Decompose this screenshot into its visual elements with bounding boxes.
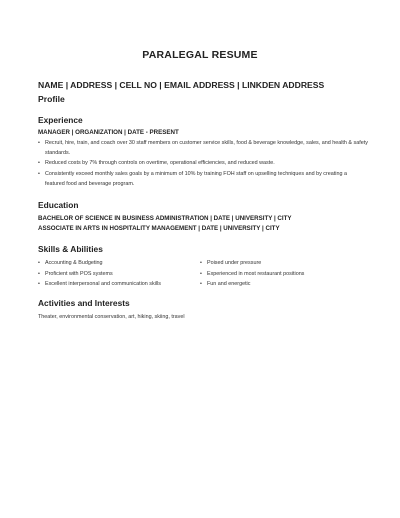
activities-text: Theater, environmental conservation, art, hiking, skiing, travel <box>38 314 185 320</box>
bullet-icon: • <box>200 260 202 266</box>
list-item: • Proficient with POS systems <box>38 269 161 280</box>
activities-heading: Activities and Interests <box>38 298 130 308</box>
list-item: • Consistently exceed monthly sales goals by a minimum of 10% by training FOH staff on upselling techniques and by creating a featured food and beverage program. <box>38 170 347 187</box>
skills-list-right <box>200 258 304 290</box>
contact-line: NAME | ADDRESS | CELL NO | EMAIL ADDRESS | LINKDEN ADDRESS <box>38 80 325 90</box>
bullet-icon: • <box>38 140 40 146</box>
bullet-icon: • <box>38 281 40 287</box>
skills-list-left <box>38 258 161 290</box>
profile-heading: Profile <box>38 94 65 104</box>
resume-title: PARALEGAL RESUME <box>142 49 258 61</box>
experience-subhead: MANAGER | ORGANIZATION | DATE - PRESENT <box>38 129 179 136</box>
skills-heading: Skills & Abilities <box>38 244 103 254</box>
education-heading: Education <box>38 200 79 210</box>
list-item: • Reduced costs by 7% through controls on overtime, operational efficiencies, and reduced waste. <box>38 158 368 168</box>
list-item: • Accounting & Budgeting <box>38 258 161 269</box>
bullet-icon: • <box>38 160 40 167</box>
education-degree: ASSOCIATE IN ARTS IN HOSPITALITY MANAGEMENT | DATE | UNIVERSITY | CITY <box>38 225 280 232</box>
list-item: • Poised under pressure <box>200 258 304 269</box>
list-item: • Recruit, hire, train, and coach over 30 staff members on customer service skills, food & beverage knowledge, sales, and health & safety standards. <box>38 140 368 157</box>
education-degree: BACHELOR OF SCIENCE IN BUSINESS ADMINISTRATION | DATE | UNIVERSITY | CITY <box>38 215 292 222</box>
bullet-icon: • <box>200 281 202 287</box>
list-item: • Fun and energetic <box>200 279 304 290</box>
experience-list <box>38 138 368 189</box>
bullet-icon: • <box>38 260 40 266</box>
list-item: • Experienced in most restaurant positions <box>200 269 304 280</box>
list-item: • Excellent interpersonal and communication skills <box>38 279 161 290</box>
bullet-icon: • <box>38 170 40 177</box>
experience-heading: Experience <box>38 115 83 125</box>
bullet-icon: • <box>38 270 40 277</box>
bullet-icon: • <box>200 270 202 277</box>
